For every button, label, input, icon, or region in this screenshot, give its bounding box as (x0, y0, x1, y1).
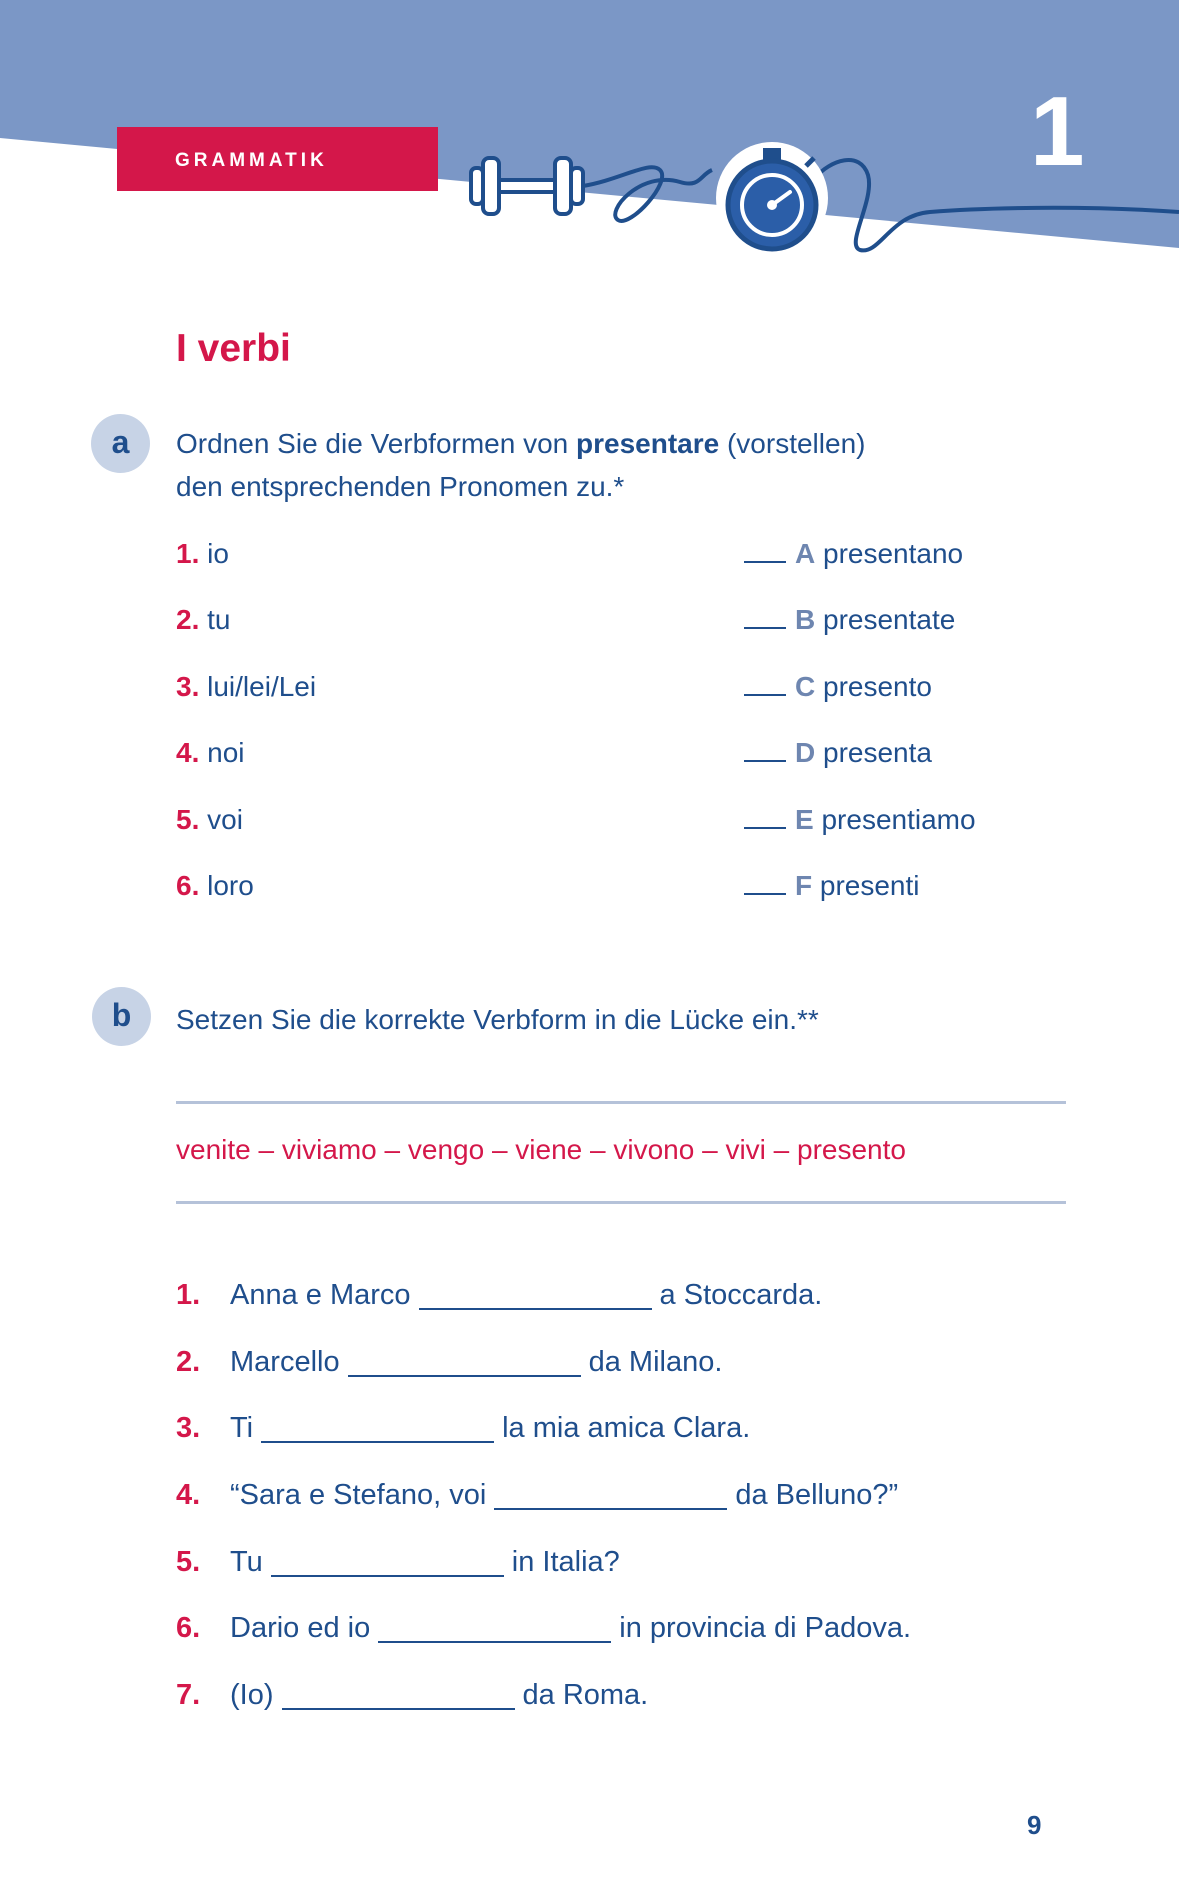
pronoun-item: 3. lui/lei/Lei (176, 671, 317, 702)
sentence-item: 7. (Io) da Roma. (176, 1679, 649, 1711)
answer-blank (744, 813, 786, 829)
chapter-number: 1 (1030, 76, 1085, 186)
divider-top (176, 1101, 1066, 1104)
answer-blank (744, 746, 786, 762)
answer-blank (744, 613, 786, 629)
exercise-a-badge: a (91, 414, 150, 473)
exercise-a-instruction: Ordnen Sie die Verbformen von presentare (vorstellen) den entsprechenden Pronomen zu.* (176, 428, 866, 502)
pronoun-item: 4. noi (176, 737, 245, 768)
sentence-item: 4. “Sara e Stefano, voi da Belluno?” (176, 1479, 899, 1511)
sentence-item: 1. Anna e Marco a Stoccarda. (176, 1279, 823, 1311)
answer-blank (744, 547, 786, 563)
sentence-item: 6. Dario ed io in provincia di Padova. (176, 1612, 912, 1644)
fill-blank[interactable] (261, 1441, 494, 1443)
pronoun-item: 2. tu (176, 604, 231, 635)
verb-form-item[interactable]: A presentano (744, 534, 963, 574)
page-number: 9 (1027, 1810, 1042, 1840)
stopwatch-icon (716, 142, 828, 254)
word-bank: venite – viviamo – vengo – viene – vivono – vivi – presento (176, 1134, 906, 1165)
fill-blank[interactable] (494, 1508, 727, 1510)
pronoun-item: 1. io (176, 538, 229, 569)
answer-blank (744, 680, 786, 696)
exercise-b-instruction: Setzen Sie die korrekte Verbform in die Lücke ein.** (176, 1004, 819, 1035)
sentence-item: 5. Tu in Italia? (176, 1546, 620, 1578)
fill-blank[interactable] (378, 1641, 611, 1643)
answer-blank (744, 879, 786, 895)
pronoun-item: 5. voi (176, 804, 243, 835)
verb-form-item[interactable]: D presenta (744, 733, 932, 773)
verb-form-item[interactable]: C presento (744, 667, 932, 707)
exercise-b-badge: b (92, 987, 151, 1046)
pronoun-item: 6. loro (176, 870, 254, 901)
fill-blank[interactable] (282, 1708, 515, 1710)
section-tag-label: GRAMMATIK (175, 150, 328, 171)
fill-blank[interactable] (348, 1375, 581, 1377)
verb-form-item[interactable]: F presenti (744, 866, 920, 906)
sentence-item: 3. Ti la mia amica Clara. (176, 1412, 751, 1444)
fill-blank[interactable] (419, 1308, 652, 1310)
divider-bottom (176, 1201, 1066, 1204)
sentence-item: 2. Marcello da Milano. (176, 1346, 723, 1378)
verb-form-item[interactable]: E presentiamo (744, 800, 976, 840)
page-title: I verbi (176, 327, 291, 370)
verb-form-item[interactable]: B presentate (744, 600, 955, 640)
fill-blank[interactable] (271, 1575, 504, 1577)
